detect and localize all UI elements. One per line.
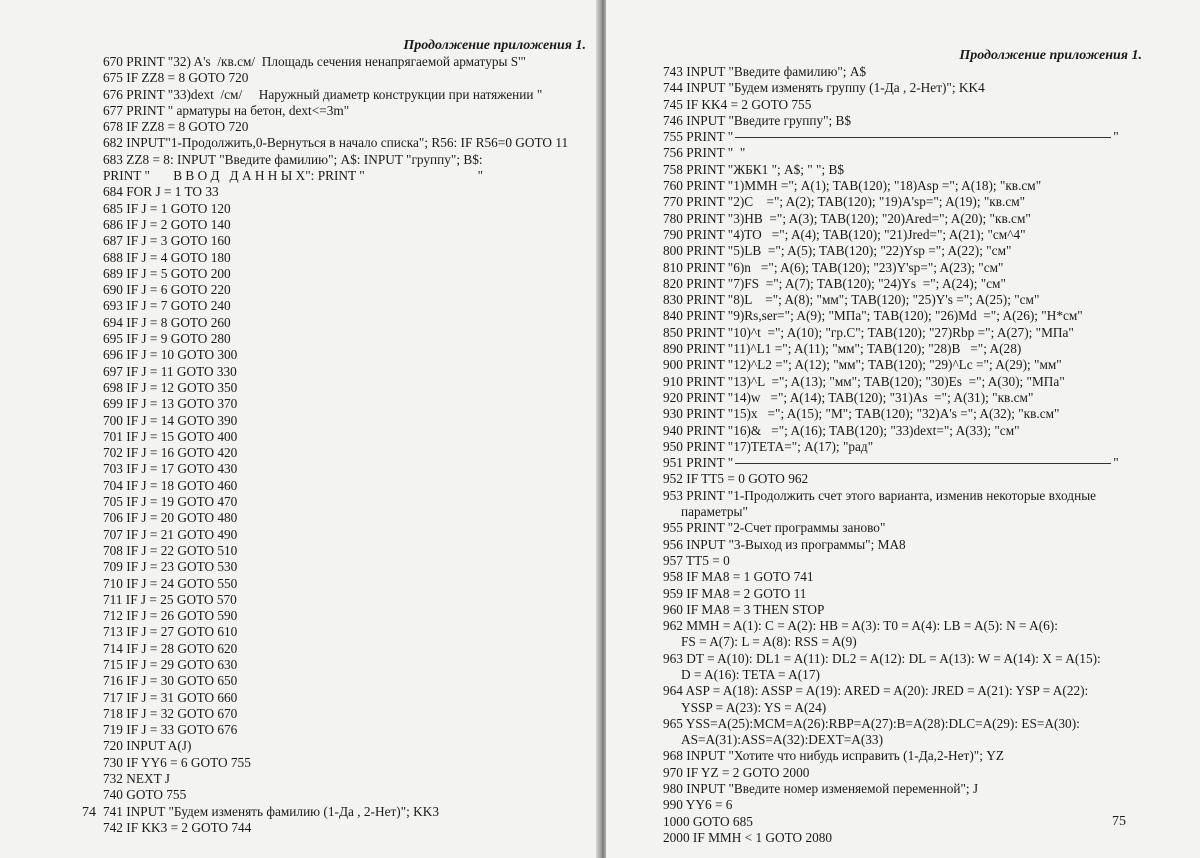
code-line [103,820,568,836]
code-line [663,537,1119,553]
code-text: 732 NEXT J [103,771,170,787]
code-text: 690 IF J = 6 GOTO 220 [103,282,231,298]
code-text: 980 INPUT "Введите номер изменяемой переменной"; J [663,781,979,797]
code-line [103,184,568,200]
code-text: 950 PRINT "17)ТЕТА="; A(17); "рад" [663,438,874,454]
code-line [103,396,568,412]
left-page [0,0,598,858]
code-text: 2000 IF MMH < 1 GOTO 2080 [663,829,833,845]
code-line [663,97,1119,113]
code-text: 957 TT5 = 0 [663,552,730,568]
code-text: 920 PRINT "14)w ="; A(14); TAB(120); "31)As ="; A(31); "кв.см" [663,389,1034,405]
code-line [103,233,568,249]
code-text: 719 IF J = 33 GOTO 676 [103,722,238,738]
code-text: параметры" [681,504,748,520]
code-text: 968 INPUT "Хотите что нибудь исправить (1-Да,2-Нет)"; YZ [663,748,1004,764]
code-line [103,657,568,673]
page-header: Продолжение приложения 1. [403,38,586,53]
code-line [103,413,568,429]
code-text: 730 IF YY6 = 6 GOTO 755 [103,754,251,770]
code-line [103,347,568,363]
code-line [663,618,1119,634]
code-line [663,814,1119,830]
code-line [103,331,568,347]
code-line [103,608,568,624]
code-text: 678 IF ZZ8 = 8 GOTO 720 [103,119,249,135]
code-text: 708 IF J = 22 GOTO 510 [103,542,238,558]
code-line [103,445,568,461]
code-line [103,494,568,510]
code-line [663,569,1119,585]
code-line [663,602,1119,618]
code-line [663,651,1119,667]
code-listing [103,54,568,836]
code-line [663,520,1119,536]
code-text: 684 FOR J = 1 TO 33 [103,184,219,200]
code-text: 958 IF MA8 = 1 GOTO 741 [663,569,814,585]
code-text: 800 PRINT "5)LB ="; A(5); TAB(120); "22)Ysp ="; A(22); "см" [663,243,1012,259]
code-line [103,706,568,722]
page-number: 75 [1112,814,1126,829]
code-text: 720 INPUT A(J) [103,738,192,754]
code-line [103,787,568,803]
code-line [103,266,568,282]
code-line [663,178,1119,194]
code-line [103,478,568,494]
code-text: 717 IF J = 31 GOTO 660 [103,689,238,705]
code-text: FS = A(7): L = A(8): RSS = A(9) [681,634,857,650]
code-line [103,624,568,640]
code-text: 770 PRINT "2)C ="; A(2); TAB(120); "19)A'sp="; A(19); "кв.см" [663,194,1026,210]
code-text: 716 IF J = 30 GOTO 650 [103,673,238,689]
code-text: 689 IF J = 5 GOTO 200 [103,265,231,281]
code-text: AS=A(31):ASS=A(32):DEXT=A(33) [681,732,883,748]
code-line [663,553,1119,569]
code-line [663,748,1119,764]
code-line [663,586,1119,602]
code-text: 940 PRINT "16)& ="; A(16); TAB(120); "33)dext="; A(33); "см" [663,422,1020,438]
code-text: 962 MMH = A(1): C = A(2): HB = A(3): T0 = A(4): LB = A(5): N = A(6): [663,618,1058,634]
code-line [663,765,1119,781]
code-text: 760 PRINT "1)ММН ="; A(1); TAB(120); "18)Asp ="; A(18); "кв.см" [663,178,1042,194]
code-line [103,70,568,86]
code-text: 890 PRINT "11)^L1 ="; A(11); "мм"; TAB(120); "28)B ="; A(28) [663,341,1022,357]
code-text: 740 GOTO 755 [103,787,187,803]
code-line [663,194,1119,210]
code-line [663,308,1119,324]
code-line [103,738,568,754]
code-text: 676 PRINT "33)dext /см/ Наружный диаметр конструкции при натяжении " [103,86,543,102]
code-text: 900 PRINT "12)^L2 ="; A(12); "мм"; TAB(120); "29)^Lc ="; A(29); "мм" [663,357,1062,373]
code-text: 1000 GOTO 685 [663,813,753,829]
code-line [103,315,568,331]
code-text: 840 PRINT "9)Rs,ser="; A(9); "МПа"; TAB(120); "26)Md ="; A(26); "Н*см" [663,308,1083,324]
code-text: 694 IF J = 8 GOTO 260 [103,314,231,330]
right-page [606,0,1200,858]
code-text: 703 IF J = 17 GOTO 430 [103,461,238,477]
code-text: 952 IF TT5 = 0 GOTO 962 [663,471,809,487]
page-number: 74 [82,805,96,820]
code-line [663,471,1119,487]
code-text: 780 PRINT "3)HB ="; A(3); TAB(120); "20)Ared="; A(20); "кв.см" [663,210,1031,226]
code-line [663,390,1119,406]
code-text: 830 PRINT "8)L ="; A(8); "мм"; TAB(120); "25)Y's ="; A(25); "см" [663,292,1040,308]
code-text: 951 PRINT " [663,455,734,471]
code-line [103,380,568,396]
code-line [663,439,1119,455]
code-text: 718 IF J = 32 GOTO 670 [103,705,238,721]
code-line [103,592,568,608]
code-text: 990 YY6 = 6 [663,797,733,813]
code-line [663,683,1119,699]
code-text: 705 IF J = 19 GOTO 470 [103,494,238,510]
code-text: 745 IF KK4 = 2 GOTO 755 [663,96,812,112]
code-text: 698 IF J = 12 GOTO 350 [103,379,238,395]
code-text: 712 IF J = 26 GOTO 590 [103,608,238,624]
code-text: 693 IF J = 7 GOTO 240 [103,298,231,314]
code-line [103,755,568,771]
code-text: 695 IF J = 9 GOTO 280 [103,331,231,347]
page-header: Продолжение приложения 1. [959,48,1142,63]
code-line [663,325,1119,341]
code-line [103,217,568,233]
code-line [663,357,1119,373]
code-text: 702 IF J = 16 GOTO 420 [103,445,238,461]
code-line [663,732,1119,748]
code-line [663,488,1119,504]
code-text: 687 IF J = 3 GOTO 160 [103,233,231,249]
code-line [663,227,1119,243]
code-line [103,461,568,477]
code-line [663,634,1119,650]
code-text: 755 PRINT " [663,129,734,145]
code-text: 758 PRINT "ЖБК1 "; A$; " "; B$ [663,161,845,177]
code-text: 701 IF J = 15 GOTO 400 [103,428,238,444]
code-text: 960 IF MA8 = 3 THEN STOP [663,601,825,617]
code-line [663,700,1119,716]
code-text: 820 PRINT "7)FS ="; A(7); TAB(120); "24)Ys ="; A(24); "см" [663,275,1006,291]
code-listing [663,64,1119,846]
code-line [103,364,568,380]
code-line [663,830,1119,846]
code-text: 699 IF J = 13 GOTO 370 [103,396,238,412]
code-line [663,64,1119,80]
code-line [103,576,568,592]
code-line [103,135,568,151]
code-line [663,406,1119,422]
code-text: 850 PRINT "10)^t ="; A(10); "гр.С"; TAB(120); "27)Rbp ="; A(27); "МПа" [663,324,1074,340]
separator-rule [735,463,1111,464]
code-text: 956 INPUT "3-Выход из программы"; MA8 [663,536,906,552]
code-line [103,282,568,298]
code-line [663,113,1119,129]
code-text: 704 IF J = 18 GOTO 460 [103,477,238,493]
separator-rule [735,137,1111,138]
code-line [103,119,568,135]
code-line [663,276,1119,292]
code-text: 696 IF J = 10 GOTO 300 [103,347,238,363]
code-text: 964 ASP = A(18): ASSP = A(19): ARED = A(20): JRED = A(21): YSP = A(22): [663,683,1089,699]
code-text: 685 IF J = 1 GOTO 120 [103,200,231,216]
code-text: 686 IF J = 2 GOTO 140 [103,216,231,232]
code-line [663,129,1119,145]
code-line [663,781,1119,797]
code-line [663,423,1119,439]
code-line [103,543,568,559]
code-line [103,103,568,119]
code-line [103,54,568,70]
code-line [103,527,568,543]
code-line [103,804,568,820]
code-text: 910 PRINT "13)^L ="; A(13); "мм"; TAB(120); "30)Es ="; A(30); "МПа" [663,373,1065,389]
code-text: 670 PRINT "32) A's /кв.см/ Площадь сечения ненапрягаемой арматуры S'" [103,54,526,69]
code-text: 709 IF J = 23 GOTO 530 [103,559,238,575]
code-line [103,152,568,168]
code-line [663,797,1119,813]
code-text: 682 INPUT"1-Продолжить,0-Вернуться в начало списка"; R56: IF R56=0 GOTO 11 [103,135,569,151]
code-line [663,455,1119,471]
code-line [663,260,1119,276]
code-text: 955 PRINT "2-Счет программы заново" [663,520,886,536]
code-text: 930 PRINT "15)x ="; A(15); "М"; TAB(120); "32)A's ="; A(32); "кв.см" [663,406,1060,422]
code-text: 710 IF J = 24 GOTO 550 [103,575,238,591]
code-text: 965 YSS=A(25):MCM=A(26):RBP=A(27):B=A(28):DLC=A(29): ES=A(30): [663,715,1080,731]
code-text: 715 IF J = 29 GOTO 630 [103,656,238,672]
code-line [103,641,568,657]
code-line [663,716,1119,732]
code-line [663,80,1119,96]
code-text: 706 IF J = 20 GOTO 480 [103,510,238,526]
code-text: 741 INPUT "Будем изменять фамилию (1-Да , 2-Нет)"; KK3 [103,803,440,819]
code-line [103,87,568,103]
code-line [663,504,1119,520]
code-line [663,162,1119,178]
code-line [103,168,568,184]
code-text: 713 IF J = 27 GOTO 610 [103,624,238,640]
code-line [103,559,568,575]
code-text: 675 IF ZZ8 = 8 GOTO 720 [103,70,249,86]
code-line [663,341,1119,357]
code-text-tail: " [1113,129,1119,145]
code-text: YSSP = A(23): YS = A(24) [681,699,827,715]
code-line [103,250,568,266]
code-text: 953 PRINT "1-Продолжить счет этого варианта, изменив некоторые входные [663,487,1097,503]
code-line [103,673,568,689]
code-line [663,211,1119,227]
code-text: 742 IF KK3 = 2 GOTO 744 [103,819,252,835]
code-text: 790 PRINT "4)TO ="; A(4); TAB(120); "21)Jred="; A(21); "см^4" [663,226,1026,242]
code-text: 677 PRINT " арматуры на бетон, dext<=3m" [103,102,350,118]
code-line [103,201,568,217]
code-line [663,145,1119,161]
code-text: 744 INPUT "Будем изменять группу (1-Да , 2-Нет)"; KK4 [663,80,985,96]
code-text: PRINT " В В О Д Д А Н Н Ы Х": PRINT " " [103,168,484,184]
code-text: 756 PRINT " " [663,145,746,161]
code-line [103,690,568,706]
code-text: 963 DT = A(10): DL1 = A(11): DL2 = A(12): DL = A(13): W = A(14): X = A(15): [663,650,1101,666]
code-text: 714 IF J = 28 GOTO 620 [103,640,238,656]
code-text: 711 IF J = 25 GOTO 570 [103,591,237,607]
code-line [663,292,1119,308]
code-line [103,429,568,445]
code-text: 746 INPUT "Введите группу"; B$ [663,112,852,128]
code-line [103,722,568,738]
code-text: 688 IF J = 4 GOTO 180 [103,249,231,265]
code-text: 707 IF J = 21 GOTO 490 [103,526,238,542]
code-line [663,667,1119,683]
code-text: 700 IF J = 14 GOTO 390 [103,412,238,428]
code-text: 743 INPUT "Введите фамилию"; A$ [663,64,867,79]
code-line [663,374,1119,390]
code-text: 697 IF J = 11 GOTO 330 [103,363,237,379]
code-text: 959 IF MA8 = 2 GOTO 11 [663,585,807,601]
code-line [103,510,568,526]
code-text: 683 ZZ8 = 8: INPUT "Введите фамилию"; A$: INPUT "группу"; B$: [103,151,483,167]
code-text: 970 IF YZ = 2 GOTO 2000 [663,764,810,780]
code-line [103,298,568,314]
code-text-tail: " [1113,455,1119,471]
code-line [103,771,568,787]
code-text: 810 PRINT "6)n ="; A(6); TAB(120); "23)Y'sp="; A(23); "см" [663,259,1004,275]
code-text: D = A(16): TETA = A(17) [681,666,820,682]
code-line [663,243,1119,259]
